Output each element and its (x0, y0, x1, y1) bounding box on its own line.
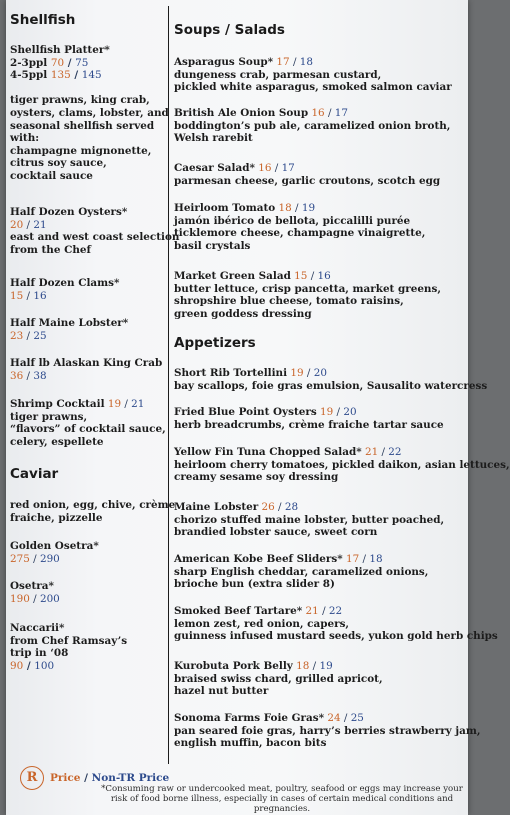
soups-item-line-text: basil crystals (174, 239, 251, 252)
shellfish-item-line-text: east and west coast selection (10, 231, 180, 244)
appetizers-item-line-text: brioche bun (extra slider 8) (174, 578, 335, 591)
non-tr-price: 18 (369, 553, 383, 565)
appetizers-item-name-line (174, 446, 510, 459)
soups-item-name: Asparagus Soup* (174, 56, 274, 68)
shellfish-item-line-text: from the Chef (10, 243, 91, 256)
non-tr-price: 290 (39, 552, 60, 565)
non-tr-price: 200 (39, 592, 60, 605)
appetizers-item-name: Fried Blue Point Oysters (174, 406, 317, 418)
price-separator: / (274, 501, 285, 513)
shellfish-item (10, 277, 119, 302)
shellfish-item-line (10, 69, 169, 82)
shellfish-item-name: Half Maine Lobster* (10, 317, 129, 329)
caviar-item-line (10, 512, 175, 525)
price-separator: / (318, 605, 329, 617)
non-tr-price: 21 (33, 218, 47, 231)
appetizers-item-line (174, 380, 487, 393)
appetizers-item-line-text: braised swiss chard, grilled apricot, (174, 672, 383, 685)
soups-item (174, 107, 450, 145)
caviar-item-price-line (10, 553, 99, 566)
appetizers-item-name-line (174, 367, 487, 380)
appetizers-item-name-line (174, 553, 428, 566)
shellfish-item-line-text: citrus soy sauce, (10, 157, 107, 170)
price: 70 (50, 56, 65, 69)
appetizers-item-name-line (174, 605, 498, 618)
caviar-item-name-line (10, 540, 99, 553)
appetizers-item-line (174, 737, 480, 750)
shellfish-item-name: Half lb Alaskan King Crab (10, 357, 163, 369)
soups-item-line-text: shropshire blue cheese, tomato raisins, (174, 295, 404, 308)
price: 16 (258, 162, 272, 174)
shellfish-item (10, 44, 169, 183)
appetizers-item-line (174, 725, 480, 738)
appetizers-item (174, 406, 444, 431)
price-separator: / (359, 553, 370, 565)
non-tr-price: 22 (328, 605, 343, 617)
appetizers-item-name-line (174, 406, 444, 419)
soups-item-line-text: dungeness crab, parmesan custard, (174, 68, 382, 81)
shellfish-item-line (10, 94, 169, 107)
non-tr-price: 38 (33, 369, 47, 382)
soups-item-name-line (174, 202, 425, 215)
appetizers-item-line (174, 471, 510, 484)
soups-item (174, 270, 441, 320)
shellfish-item-line (10, 157, 169, 170)
caviar-item-name: Golden Osetra* (10, 540, 99, 552)
shellfish-item (10, 357, 162, 382)
shellfish-item-line-text: champagne mignonette, (10, 144, 152, 157)
shellfish-item-line-text: with: (10, 132, 40, 145)
shellfish-item-name-line (10, 277, 119, 290)
non-tr-price: 22 (388, 446, 402, 458)
appetizers-item-name: Short Rib Tortellini (174, 367, 288, 379)
appetizers-item (174, 367, 487, 392)
appetizers-item-line (174, 578, 428, 591)
appetizers-heading: Appetizers (174, 335, 256, 351)
shellfish-item-price-line (10, 370, 162, 383)
soups-item-line-text: jamón ibérico de bellota, piccalilli purée (174, 214, 411, 227)
price-separator: / (23, 218, 34, 231)
appetizers-item-line-text: creamy sesame soy dressing (174, 471, 339, 484)
caviar-item (10, 580, 60, 605)
appetizers-item-line (174, 618, 498, 631)
price-separator: / (271, 162, 282, 174)
appetizers-item-line-text: heirloom cherry tomatoes, pickled daikon, asian lettuces, (174, 458, 510, 471)
shellfish-item-line-text: tiger prawns, king crab, (10, 94, 150, 107)
soups-item-line-text: Welsh rarebit (174, 132, 253, 145)
non-tr-price: 75 (75, 56, 89, 69)
price: 18 (278, 202, 292, 214)
appetizers-item-line (174, 419, 444, 432)
soups-item-name: British Ale Onion Soup (174, 107, 309, 119)
price-separator: / (23, 369, 34, 382)
price: 21 (305, 605, 319, 617)
appetizers-item-line-text: chorizo stuffed maine lobster, butter poached, (174, 513, 445, 526)
appetizers-item-name: American Kobe Beef Sliders* (174, 553, 343, 565)
appetizers-item-line (174, 685, 383, 698)
caviar-item-line-text: trip in ‘08 (10, 647, 69, 660)
shellfish-item-line (10, 57, 169, 70)
shellfish-item-name-line (10, 317, 128, 330)
shellfish-item-line-text: seasonal shellfish served (10, 119, 155, 132)
shellfish-item-line (10, 436, 166, 449)
appetizers-item-line-text: english muffin, bacon bits (174, 737, 327, 750)
non-tr-price: 25 (350, 712, 364, 724)
shellfish-item (10, 317, 128, 342)
appetizers-item-name: Maine Lobster (174, 501, 259, 513)
non-tr-price: 21 (131, 398, 145, 410)
soups-item-line-text: pickled white asparagus, smoked salmon caviar (174, 81, 452, 94)
price-separator: / (333, 406, 344, 418)
shellfish-item-line-text: “flavors” of cocktail sauce, (10, 423, 166, 436)
soups-item-line (174, 215, 425, 228)
price-separator: / (291, 202, 302, 214)
caviar-item-line-text: red onion, egg, chive, crème (10, 499, 176, 511)
shellfish-item-name-line (10, 206, 179, 219)
price: 17 (276, 56, 290, 68)
soups-item-line-text: parmesan cheese, garlic croutons, scotch egg (174, 174, 441, 187)
non-tr-price: 17 (281, 162, 295, 174)
price-separator: / (324, 107, 335, 119)
soups-item-line (174, 132, 450, 145)
non-tr-price: 28 (284, 501, 299, 513)
price-separator: / (23, 659, 35, 672)
price: 135 (50, 69, 71, 82)
caviar-item-line-text: from Chef Ramsay’s (10, 634, 128, 647)
soups-item-line-text: ticklemore cheese, champagne vinaigrette, (174, 227, 426, 240)
price: 275 (10, 552, 30, 565)
shellfish-item-line-text: 2-3ppl (10, 56, 51, 69)
price: 18 (296, 660, 310, 672)
caviar-item-line (10, 499, 175, 512)
caviar-item (10, 499, 175, 524)
caviar-item-name: Naccarii* (10, 622, 65, 634)
price: 20 (10, 218, 24, 231)
shellfish-item-line-text: tiger prawns, (10, 410, 88, 423)
soups-item-name-line (174, 162, 440, 175)
price: 16 (311, 107, 325, 119)
non-tr-price: 19 (301, 202, 316, 214)
price-separator: / (23, 329, 34, 342)
non-tr-price: 100 (34, 659, 55, 672)
caviar-item-name-line (10, 580, 60, 593)
soups-item-name: Heirloom Tomato (174, 202, 276, 214)
soups-item-line (174, 175, 440, 188)
shellfish-item-line-text: oysters, clams, lobster, and (10, 106, 169, 119)
price: 15 (294, 270, 308, 282)
price: 23 (10, 329, 24, 342)
shellfish-item-line (10, 244, 179, 257)
price: 19 (320, 406, 334, 418)
price-separator: / (29, 592, 40, 605)
appetizers-item-line-text: hazel nut butter (174, 685, 269, 698)
appetizers-item-name-line (174, 501, 444, 514)
shellfish-item-line (10, 423, 166, 436)
price: 19 (107, 398, 122, 410)
appetizers-item-line-text: guinness infused mustard seeds, yukon gold herb chips (174, 630, 498, 643)
non-tr-price: 18 (299, 56, 313, 68)
price: 15 (10, 289, 24, 302)
price-separator: / (289, 56, 300, 68)
soups-item-name: Caesar Salad* (174, 162, 255, 174)
shellfish-item-name-line (10, 44, 169, 57)
price-separator: / (307, 270, 318, 282)
price: 36 (10, 369, 24, 382)
soups-item-name-line (174, 270, 441, 283)
appetizers-item-line-text: bay scallops, foie gras emulsion, Sausalito watercress (174, 379, 488, 392)
appetizers-item (174, 446, 510, 484)
non-tr-price: 16 (33, 289, 47, 302)
soups-item-name: Market Green Salad (174, 270, 291, 282)
soups-item-line (174, 283, 441, 296)
appetizers-item-line-text: lemon zest, red onion, capers, (174, 617, 350, 630)
shellfish-item-line (10, 145, 169, 158)
price: 21 (364, 446, 379, 458)
caviar-item-price-line (10, 593, 60, 606)
shellfish-item-line (10, 231, 179, 244)
soups-item-line (174, 81, 452, 94)
appetizers-item-name: Smoked Beef Tartare* (174, 605, 303, 617)
shellfish-item-name: Shellfish Platter* (10, 44, 110, 56)
appetizers-item-line (174, 566, 428, 579)
shellfish-heading: Shellfish (10, 12, 76, 28)
soups-item-line (174, 227, 425, 240)
price: 26 (261, 501, 275, 513)
soups-item-line-text: boddington’s pub ale, caramelized onion broth, (174, 119, 451, 132)
non-tr-price: 19 (319, 660, 333, 672)
price-separator: / (64, 56, 76, 69)
menu-page (6, 0, 510, 815)
price-separator: / (29, 552, 40, 565)
appetizers-item-name: Sonoma Farms Foie Gras* (174, 712, 325, 724)
appetizers-item-line-text: pan seared foie gras, harry’s berries strawberry jam, (174, 724, 481, 737)
price: 17 (345, 553, 360, 565)
soups-item (174, 56, 452, 94)
price: 90 (10, 659, 24, 672)
consumption-warning: *Consuming raw or undercooked meat, poultry, seafood or eggs may increase your risk of food borne illness, especially in cases of certain medical conditions and pregnancies. (101, 784, 463, 814)
soups-item-name-line (174, 56, 452, 69)
appetizers-item-line (174, 459, 510, 472)
shellfish-item-line (10, 132, 169, 145)
shellfish-item-price-line (10, 219, 179, 232)
caviar-item-line (10, 647, 127, 660)
price-separator: / (23, 289, 34, 302)
price: 190 (10, 592, 30, 605)
appetizers-item-name-line (174, 660, 383, 673)
price-legend (50, 772, 169, 784)
shellfish-item-name: Half Dozen Oysters* (10, 206, 128, 218)
soups-item-name-line (174, 107, 450, 120)
soups-item-line (174, 308, 441, 321)
shellfish-item-name-line (10, 357, 162, 370)
shellfish-item-name: Half Dozen Clams* (10, 277, 120, 289)
soups-item-line-text: butter lettuce, crisp pancetta, market greens, (174, 282, 441, 295)
soups-salads-heading: Soups / Salads (174, 22, 285, 38)
price-separator: / (70, 69, 82, 82)
shellfish-item-line-text: 4-5ppl (10, 69, 51, 82)
shellfish-item-line (10, 170, 169, 183)
caviar-item-line (10, 635, 127, 648)
menu-footer (16, 764, 468, 815)
non-tr-price: 25 (33, 329, 47, 342)
soups-item-line (174, 295, 441, 308)
caviar-item-name-line (10, 622, 127, 635)
soups-item (174, 162, 440, 187)
caviar-item-line-text: fraiche, pizzelle (10, 511, 103, 524)
appetizers-item (174, 553, 428, 591)
non-tr-price: 20 (343, 406, 357, 418)
caviar-item (10, 540, 99, 565)
caviar-item (10, 622, 127, 672)
price-label: Price (50, 772, 81, 784)
shellfish-item-line-text: celery, espellete (10, 435, 104, 448)
non-tr-price: 17 (334, 107, 349, 119)
shellfish-item (10, 398, 166, 448)
price: 24 (327, 712, 341, 724)
price-separator: / (309, 660, 320, 672)
appetizers-item (174, 660, 383, 698)
shellfish-item-price-line (10, 330, 128, 343)
shellfish-item-line (10, 82, 169, 95)
shellfish-item-line (10, 107, 169, 120)
restaurant-logo-icon: R (20, 766, 44, 790)
price-legend-separator: / (80, 772, 92, 784)
shellfish-item-name-line (10, 398, 166, 411)
non-tr-price: 20 (313, 367, 327, 379)
appetizers-item (174, 712, 480, 750)
shellfish-item-name: Shrimp Cocktail (10, 398, 105, 410)
appetizers-item-line-text: herb breadcrumbs, crème fraiche tartar sauce (174, 418, 444, 431)
non-tr-price: 16 (317, 270, 331, 282)
appetizers-item (174, 605, 498, 643)
price-separator: / (378, 446, 389, 458)
non-tr-price: 145 (81, 69, 102, 82)
soups-item-line-text: green goddess dressing (174, 307, 312, 320)
appetizers-item-line (174, 630, 498, 643)
caviar-item-name: Osetra* (10, 580, 54, 592)
soups-item-line (174, 240, 425, 253)
shellfish-item (10, 206, 179, 256)
price-separator: / (340, 712, 351, 724)
appetizers-item-line (174, 514, 444, 527)
soups-item-line (174, 69, 452, 82)
price-separator: / (121, 398, 132, 410)
appetizers-item-name: Yellow Fin Tuna Chopped Salad* (174, 446, 362, 458)
shellfish-item-line-text: cocktail sauce (10, 169, 93, 182)
shellfish-item-price-line (10, 290, 119, 303)
appetizers-item-line (174, 673, 383, 686)
shellfish-item-line (10, 411, 166, 424)
caviar-heading: Caviar (10, 466, 59, 482)
soups-item (174, 202, 425, 252)
appetizers-item-line-text: brandied lobster sauce, sweet corn (174, 526, 378, 539)
non-tr-price-label: Non-TR Price (91, 772, 170, 784)
appetizers-item-name: Kurobuta Pork Belly (174, 660, 293, 672)
appetizers-item-line-text: sharp English cheddar, caramelized onions, (174, 565, 429, 578)
appetizers-item-name-line (174, 712, 480, 725)
soups-item-line (174, 120, 450, 133)
price: 19 (290, 367, 304, 379)
price-separator: / (303, 367, 314, 379)
appetizers-item (174, 501, 444, 539)
caviar-item-line (10, 660, 127, 673)
shellfish-item-line (10, 120, 169, 133)
appetizers-item-line (174, 526, 444, 539)
